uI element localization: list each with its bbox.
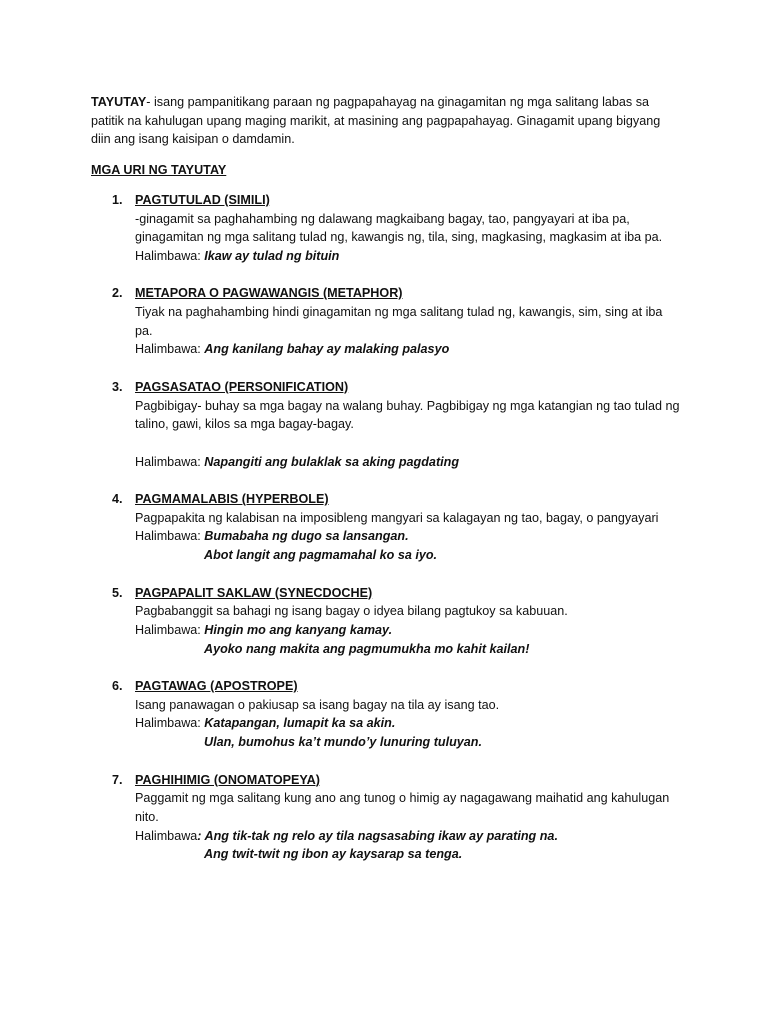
example-text: : Ang tik-tak ng relo ay tila nagsasabing ikaw ay parating na. bbox=[197, 828, 558, 843]
type-title: PAGMAMALABIS (HYPERBOLE) bbox=[135, 492, 329, 506]
example-line bbox=[135, 827, 681, 846]
example-label: Halimbawa bbox=[135, 828, 198, 843]
list-item bbox=[91, 490, 681, 565]
type-description: Paggamit ng mga salitang kung ano ang tunog o himig ay nagagawang maihatid ang kahulugan nito. bbox=[135, 791, 670, 824]
list-item bbox=[91, 771, 681, 865]
example-line bbox=[135, 453, 681, 472]
list-number: 2. bbox=[112, 286, 123, 301]
example-line bbox=[135, 845, 681, 864]
type-title: PAGTUTULAD (SIMILI) bbox=[135, 192, 270, 207]
list-number: 6. bbox=[112, 679, 123, 693]
section-title: MGA URI NG TAYUTAY bbox=[91, 163, 227, 178]
list-item bbox=[91, 191, 681, 266]
example-text: Napangiti ang bulaklak sa aking pagdating bbox=[204, 454, 460, 469]
example-line bbox=[135, 340, 681, 359]
example-line bbox=[135, 247, 681, 266]
example-label: Halimbawa: bbox=[135, 716, 205, 731]
type-title: METAPORA O PAGWAWANGIS (METAPHOR) bbox=[135, 286, 403, 301]
type-description: Tiyak na paghahambing hindi ginagamitan ng mga salitang tulad ng, kawangis, sim, sing at iba pa. bbox=[135, 305, 663, 338]
example-text: Ayoko nang makita ang pagmumukha mo kahit kailan! bbox=[204, 641, 530, 656]
list-item bbox=[91, 677, 681, 752]
list-number: 3. bbox=[112, 379, 123, 394]
type-title: PAGSASATAO (PERSONIFICATION) bbox=[135, 379, 349, 394]
blank-line bbox=[135, 434, 681, 453]
example-line bbox=[135, 527, 681, 546]
intro-definition: - isang pampanitikang paraan ng pagpapahayag na ginagamitan ng mga salitang labas sa patitik na kahulugan upang maging marikit, at masining ang pagpapahayag. Ginagamit upang bigyang diin ang isang kaisipan o damdamin. bbox=[91, 95, 661, 147]
tayutay-types-list bbox=[91, 191, 681, 864]
type-description: -ginagamit sa paghahambing ng dalawang magkaibang bagay, tao, pangyayari at iba pa, ginagamitan ng mga salitang tulad ng, kawangis ng, tila, sing, magkasing, magkasim at iba pa. bbox=[135, 211, 663, 245]
example-label: Halimbawa: bbox=[135, 529, 205, 544]
intro-paragraph bbox=[91, 93, 681, 149]
list-item bbox=[91, 584, 681, 659]
example-text: Hingin mo ang kanyang kamay. bbox=[204, 622, 393, 637]
type-title: PAGPAPALIT SAKLAW (SYNECDOCHE) bbox=[135, 585, 373, 600]
type-title: PAGHIHIMIG (ONOMATOPEYA) bbox=[135, 772, 320, 787]
example-line bbox=[135, 621, 681, 640]
example-text: Katapangan, lumapit ka sa akin. bbox=[204, 716, 396, 731]
type-description: Pagpapakita ng kalabisan na imposibleng mangyari sa kalagayan ng tao, bagay, o pangyayari bbox=[135, 510, 659, 525]
example-line bbox=[135, 714, 681, 733]
example-text: Ang twit-twit ng ibon ay kaysarap sa tenga. bbox=[204, 847, 463, 862]
example-line bbox=[135, 546, 681, 565]
list-number: 4. bbox=[112, 492, 123, 506]
intro-term: TAYUTAY bbox=[91, 95, 147, 109]
type-title: PAGTAWAG (APOSTROPE) bbox=[135, 679, 298, 693]
example-text: Abot langit ang pagmamahal ko sa iyo. bbox=[204, 548, 438, 563]
example-text: Ang kanilang bahay ay malaking palasyo bbox=[204, 342, 450, 357]
example-label: Halimbawa: bbox=[135, 342, 205, 357]
type-description: Pagbabanggit sa bahagi ng isang bagay o idyea bilang pagtukoy sa kabuuan. bbox=[135, 604, 568, 619]
document-page bbox=[91, 93, 681, 883]
example-label: Halimbawa: bbox=[135, 622, 205, 637]
example-line bbox=[135, 640, 681, 659]
example-text: Ulan, bumohus ka’t mundo’y lunuring tuluyan. bbox=[204, 735, 482, 750]
list-number: 5. bbox=[112, 585, 123, 600]
list-number: 1. bbox=[112, 192, 123, 207]
type-description: Isang panawagan o pakiusap sa isang bagay na tila ay isang tao. bbox=[135, 697, 500, 712]
example-label: Halimbawa: bbox=[135, 248, 205, 263]
list-item bbox=[91, 378, 681, 472]
example-line bbox=[135, 733, 681, 752]
list-item bbox=[91, 284, 681, 359]
example-label: Halimbawa: bbox=[135, 454, 205, 469]
example-text: Ikaw ay tulad ng bituin bbox=[204, 248, 340, 263]
example-text: Bumabaha ng dugo sa lansangan. bbox=[204, 529, 409, 544]
list-number: 7. bbox=[112, 772, 123, 787]
type-description: Pagbibigay- buhay sa mga bagay na walang buhay. Pagbibigay ng mga katangian ng tao tulad ng talino, gawi, kilos sa mga bagay-bagay. bbox=[135, 398, 680, 432]
